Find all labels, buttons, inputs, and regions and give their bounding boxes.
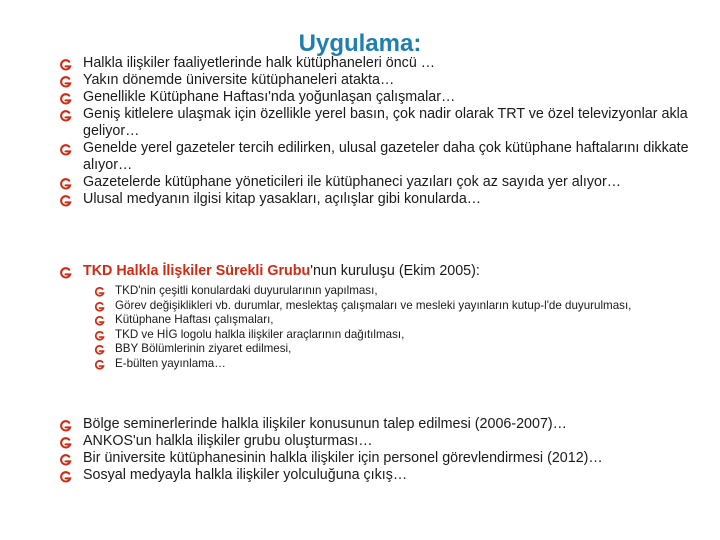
sub-list-item	[0, 313, 675, 328]
list-item-text: Geniş kitlelere ulaşmak için özellikle yerel basın, çok nadir olarak TRT ve özel televizyonlar akla geliyor…	[83, 106, 688, 139]
list-item	[0, 106, 693, 140]
swirl-bullet-icon	[59, 419, 72, 432]
list-item	[0, 433, 693, 450]
list-item	[0, 140, 693, 174]
list-item-text: Sosyal medyayla halkla ilişkiler yolculuğuna çıkış…	[83, 467, 408, 483]
list-item-text: Genellikle Kütüphane Haftası'nda yoğunlaşan çalışmalar…	[83, 89, 456, 105]
list-item-text: Bölge seminerlerinde halkla ilişkiler konusunun talep edilmesi (2006-2007)…	[83, 416, 567, 432]
swirl-bullet-icon	[59, 194, 72, 207]
list-item	[0, 191, 693, 208]
swirl-bullet-icon	[94, 301, 105, 312]
sub-list-item	[0, 284, 675, 299]
swirl-bullet-icon	[94, 286, 105, 297]
list-item-text: Ulusal medyanın ilgisi kitap yasakları, açılışlar gibi konularda…	[83, 191, 482, 207]
list-item	[0, 174, 693, 191]
swirl-bullet-icon	[59, 177, 72, 190]
slide-title: Uygulama:	[298, 30, 422, 57]
swirl-bullet-icon	[59, 92, 72, 105]
swirl-bullet-icon	[59, 143, 72, 156]
swirl-bullet-icon	[59, 453, 72, 466]
list-item-text: Halkla ilişkiler faaliyetlerinde halk kütüphaneleri öncü …	[83, 55, 436, 71]
list-item-text: Yakın dönemde üniversite kütüphaneleri atakta…	[83, 72, 395, 88]
sub-list-item-text: Görev değişiklikleri vb. durumlar, meslektaş çalışmaları ve mesleki yayınların kutup-l'de duyurulması,	[115, 298, 632, 312]
swirl-bullet-icon	[59, 58, 72, 71]
sub-list-item-text: Kütüphane Haftası çalışmaları,	[115, 313, 274, 327]
swirl-bullet-icon	[94, 315, 105, 326]
swirl-bullet-icon	[59, 436, 72, 449]
swirl-bullet-icon	[94, 330, 105, 341]
list-item	[0, 416, 693, 433]
sub-list-item	[0, 299, 675, 314]
list-item-text: Gazetelerde kütüphane yöneticileri ile kütüphaneci yazıları çok az sayıda yer alıyor…	[83, 174, 622, 190]
sub-list-item-text: BBY Bölümlerinin ziyaret edilmesi,	[115, 342, 292, 356]
list-item	[0, 55, 693, 72]
tkd-group-rest: 'nun kuruluşu (Ekim 2005):	[310, 263, 480, 279]
sub-list-item-text: E-bülten yayınlama…	[115, 356, 226, 370]
list-item	[0, 450, 693, 467]
list-item	[0, 89, 693, 106]
list-item	[0, 72, 693, 89]
sub-list-item-text: TKD'nin çeşitli konulardaki duyurularının yapılması,	[115, 284, 378, 297]
swirl-bullet-icon	[59, 75, 72, 88]
sub-list-item-text: TKD ve HİG logolu halkla ilişkiler araçlarının dağıtılması,	[115, 327, 405, 341]
list-item-text: Genelde yerel gazeteler tercih edilirken, ulusal gazeteler daha çok kütüphane haftalarını dikkate alıyor…	[83, 140, 689, 173]
sub-bullet-list	[0, 284, 675, 372]
sub-list-item	[0, 328, 675, 343]
list-item	[0, 467, 693, 484]
swirl-bullet-icon	[59, 109, 72, 122]
tkd-group-name: TKD Halkla İlişkiler Sürekli Grubu	[83, 263, 311, 279]
swirl-bullet-icon	[59, 266, 72, 279]
sub-list-item	[0, 342, 675, 357]
tkd-group-list	[0, 263, 693, 280]
list-item-text: Bir üniversite kütüphanesinin halkla ilişkiler için personel görevlendirmesi (2012)…	[83, 450, 603, 466]
bullet-list-main	[0, 55, 693, 208]
sub-list-item	[0, 357, 675, 372]
bullet-list-bottom	[0, 416, 693, 484]
swirl-bullet-icon	[59, 470, 72, 483]
tkd-group-item	[0, 263, 693, 280]
swirl-bullet-icon	[94, 344, 105, 355]
list-item-text: ANKOS'un halkla ilişkiler grubu oluşturması…	[83, 433, 373, 449]
swirl-bullet-icon	[94, 359, 105, 370]
